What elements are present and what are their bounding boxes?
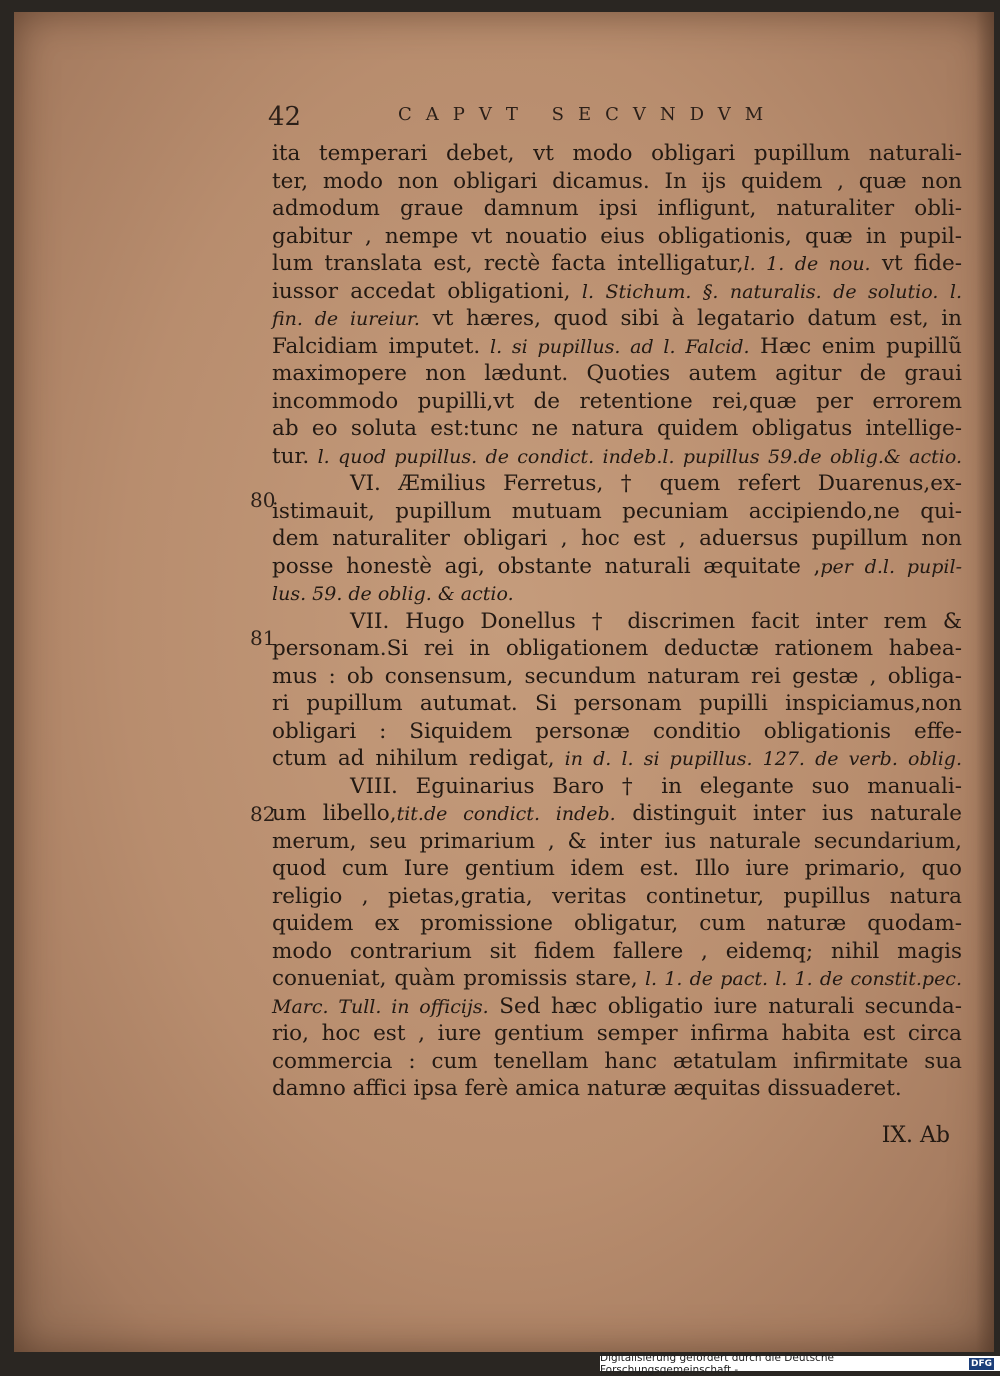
- line-roman-text: posse honestè agi, obstante naturali æquitate ,: [272, 553, 821, 579]
- catchword: IX. Ab: [881, 1123, 950, 1148]
- line-citation-italic: l. Stichum. §. naturalis. de solutio. l.: [570, 280, 962, 303]
- text-line: [272, 828, 962, 856]
- text-line: [272, 223, 962, 251]
- dfg-logo: DFG: [970, 1358, 992, 1369]
- line-roman-text: obligari : Siquidem personæ conditio obligationis effe-: [272, 718, 962, 744]
- line-roman-text: conueniat, quàm promissis stare,: [272, 966, 638, 991]
- line-roman-text-continued: Sed hæc obligatio iure naturali secunda-: [488, 993, 962, 1019]
- line-roman-text-continued: distinguit inter ius naturale: [615, 801, 963, 826]
- page-number: 42: [268, 102, 302, 132]
- text-line: [272, 580, 962, 608]
- line-roman-text-continued: Hæc enim pupillũ: [749, 333, 963, 359]
- text-line: [272, 140, 962, 168]
- line-roman-text: istimauit, pupillum mutuam pecuniam accipiendo,ne qui-: [272, 498, 962, 524]
- page-edge-shadow: [976, 12, 994, 1352]
- text-line: [272, 195, 962, 223]
- footer-text: Digitalisierung gefördert durch die Deutsche Forschungsgemeinschaft -: [600, 1351, 834, 1376]
- text-line: [272, 1048, 962, 1076]
- line-roman-text: admodum graue damnum ipsi infligunt, naturaliter obli-: [272, 196, 962, 221]
- line-roman-text: tur.: [272, 443, 310, 469]
- margin-number-80: 80: [250, 488, 276, 512]
- text-line: [272, 773, 962, 801]
- text-line: [272, 965, 962, 993]
- text-line: [272, 690, 962, 718]
- page-header: [268, 96, 828, 132]
- line-roman-text: VI. Æmilius Ferretus, † quem refert Duarenus,ex-: [350, 471, 962, 496]
- text-line: [272, 718, 962, 746]
- running-head: CAPVT SECVNDVM: [398, 104, 778, 125]
- line-roman-text-continued: vt hæres, quod sibi à legatario datum est, in: [419, 306, 962, 331]
- text-line: [272, 993, 962, 1021]
- digitization-footer: [600, 1351, 1000, 1376]
- line-roman-text: ita temperari debet, vt modo obligari pupillum naturali-: [272, 141, 962, 166]
- line-citation-italic: in d. l. si pupillus. 127. de verb. oblig.: [554, 748, 962, 770]
- text-line: [272, 333, 962, 361]
- text-line: [272, 663, 962, 691]
- margin-number-81: 81: [250, 626, 276, 650]
- line-roman-text: commercia : cum tenellam hanc ætatulam infirmitate sua: [272, 1048, 962, 1074]
- body-text: [272, 140, 962, 1103]
- line-roman-text: quidem ex promissione obligatur, cum naturæ quodam-: [272, 911, 962, 936]
- line-roman-text: gabitur , nempe vt nouatio eius obligationis, quæ in pupil-: [272, 223, 962, 249]
- line-citation-italic: lus. 59. de oblig. & actio.: [272, 583, 514, 605]
- text-line: [272, 745, 962, 773]
- line-roman-text: ctum ad nihilum redigat,: [272, 746, 555, 771]
- line-roman-text: Falcidiam imputet.: [272, 333, 481, 359]
- line-roman-text: maximopere non lædunt. Quoties autem agitur de graui: [272, 361, 962, 386]
- line-citation-italic: tit.de condict. indeb.: [396, 803, 616, 825]
- line-citation-italic: l. 1. de nou.: [743, 253, 871, 275]
- line-citation-italic: per d.l. pupil-: [820, 555, 962, 578]
- text-line: [272, 168, 962, 196]
- line-citation-italic: l. si pupillus. ad l. Falcid.: [480, 335, 750, 358]
- text-line: [272, 855, 962, 883]
- line-citation-italic: l. 1. de pact. l. 1. de constit.pec.: [637, 968, 962, 990]
- line-roman-text: personam.Si rei in obligationem deductæ rationem habea-: [272, 636, 962, 661]
- line-roman-text: quod cum Iure gentium idem est. Illo iure primario, quo: [272, 856, 962, 881]
- text-line: [272, 443, 962, 471]
- line-roman-text: modo contrarium sit fidem fallere , eidemq; nihil magis: [272, 938, 962, 964]
- line-citation-italic: l. quod pupillus. de condict. indeb.l. pupillus 59.de oblig.& actio.: [309, 445, 962, 468]
- line-roman-text: ab eo soluta est:tunc ne natura quidem obligatus intellige-: [272, 416, 962, 441]
- line-roman-text: damno affici ipsa ferè amica naturæ æquitas dissuaderet.: [272, 1076, 902, 1101]
- text-line: [272, 608, 962, 636]
- text-line: [272, 938, 962, 966]
- line-roman-text-continued: vt fide-: [870, 251, 962, 276]
- text-line: [272, 1020, 962, 1048]
- margin-number-82: 82: [250, 802, 276, 826]
- line-roman-text: lum translata est, rectè facta intelligatur,: [272, 251, 744, 276]
- line-citation-italic: fin. de iureiur.: [272, 308, 420, 330]
- text-line: [272, 635, 962, 663]
- line-roman-text: ter, modo non obligari dicamus. In ijs quidem , quæ non: [272, 168, 962, 194]
- text-line: [272, 388, 962, 416]
- text-line: [272, 305, 962, 333]
- line-roman-text: um libello,: [272, 801, 397, 826]
- text-line: [272, 1075, 962, 1103]
- line-roman-text: iussor accedat obligationi,: [272, 278, 571, 304]
- text-line: [272, 250, 962, 278]
- line-roman-text: rio, hoc est , iure gentium semper infirma habita est circa: [272, 1021, 962, 1046]
- line-roman-text: mus : ob consensum, secundum naturam rei gestæ , obliga-: [272, 663, 962, 689]
- text-line: [272, 910, 962, 938]
- text-line: [272, 470, 962, 498]
- line-roman-text: dem naturaliter obligari , hoc est , aduersus pupillum non: [272, 526, 962, 551]
- text-line: [272, 360, 962, 388]
- line-roman-text: ri pupillum autumat. Si personam pupilli inspiciamus,non: [272, 691, 962, 716]
- text-line: [272, 278, 962, 306]
- line-roman-text: merum, seu primarium , & inter ius naturale secundarium,: [272, 828, 962, 854]
- line-roman-text: religio , pietas,gratia, veritas continetur, pupillus natura: [272, 883, 962, 909]
- text-line: [272, 525, 962, 553]
- line-roman-text: VIII. Eguinarius Baro † in elegante suo manuali-: [350, 773, 962, 799]
- line-roman-text: VII. Hugo Donellus † discrimen facit inter rem &: [350, 608, 962, 634]
- text-line: [272, 553, 962, 581]
- text-line: [272, 800, 962, 828]
- text-line: [272, 883, 962, 911]
- line-roman-text: incommodo pupilli,vt de retentione rei,quæ per errorem: [272, 388, 962, 414]
- text-line: [272, 498, 962, 526]
- text-line: [272, 415, 962, 443]
- line-citation-italic: Marc. Tull. in officijs.: [272, 995, 489, 1018]
